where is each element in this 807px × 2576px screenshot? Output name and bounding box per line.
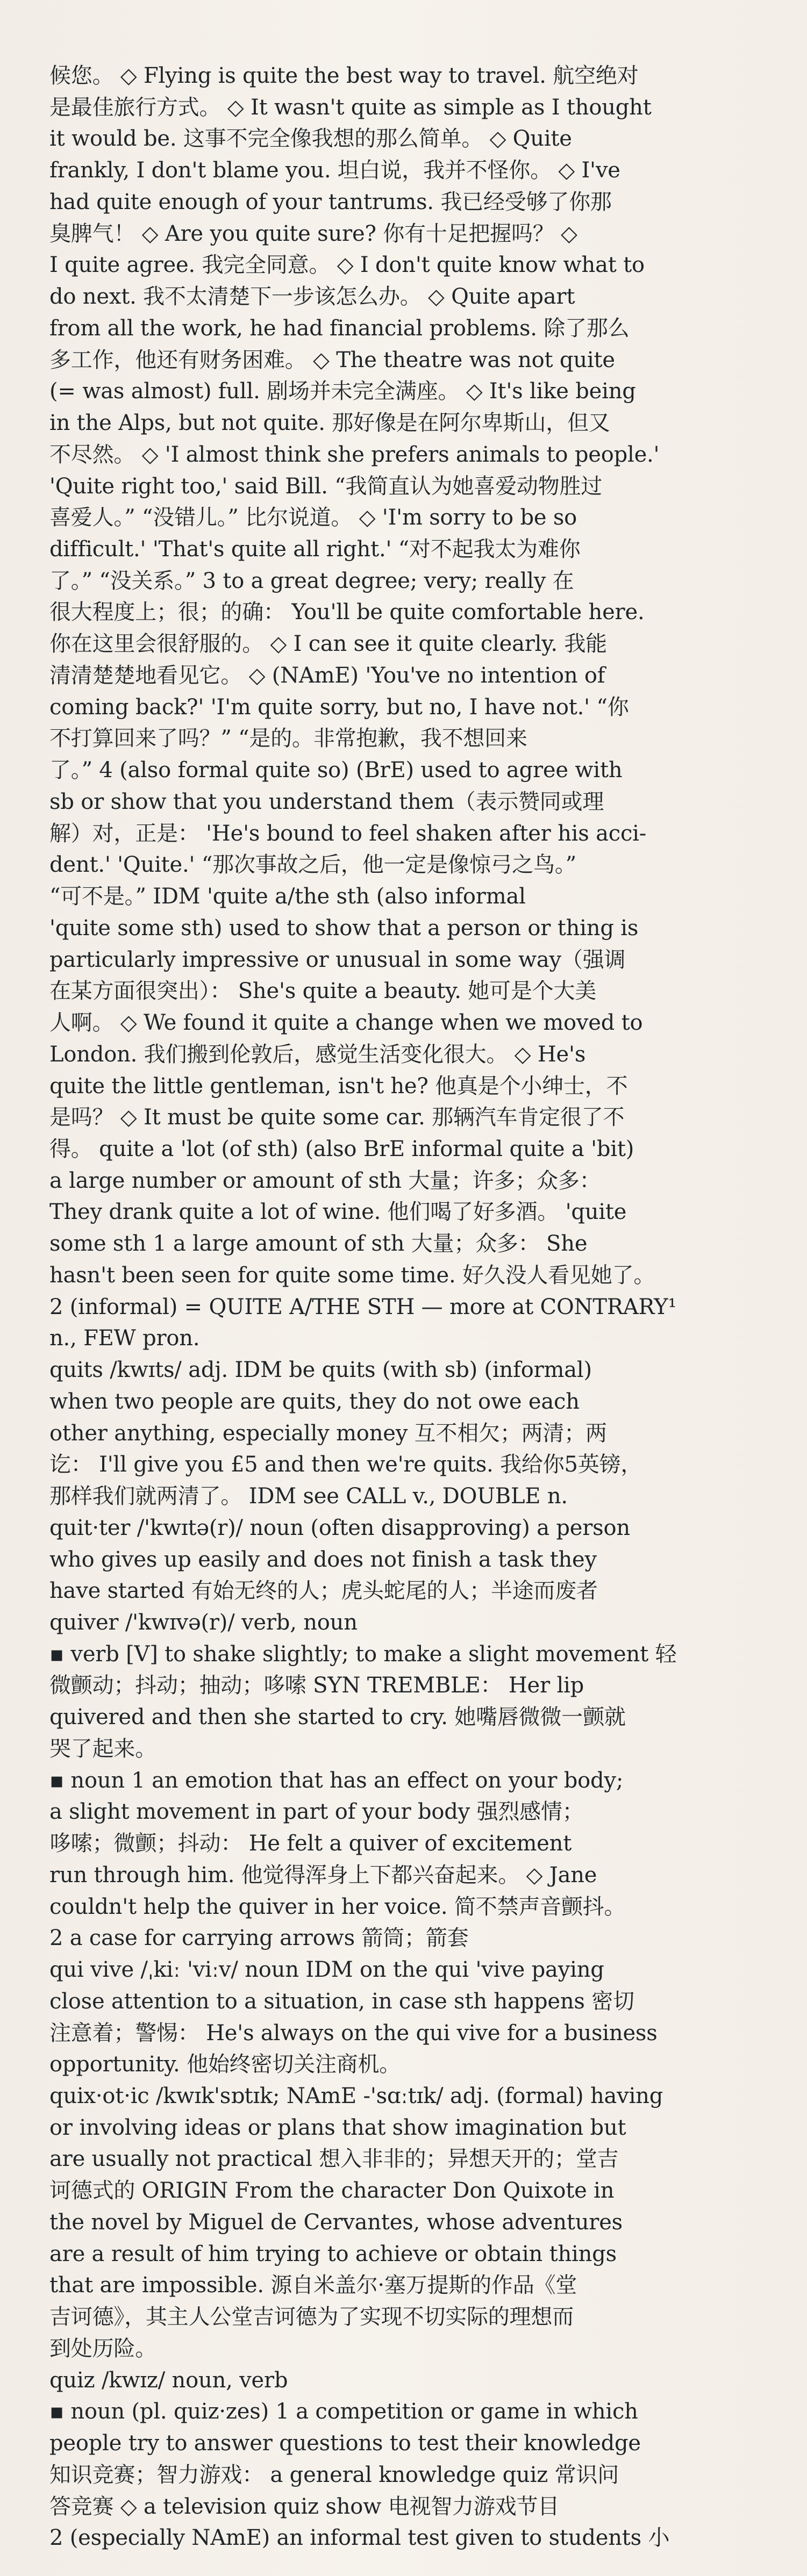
dictionary-line-text: difficult.' 'That's quite all right.' “对不起我太为难你 xyxy=(49,537,581,562)
dictionary-line-text: people try to answer questions to test their knowledge xyxy=(49,2431,641,2456)
dictionary-line-text: run through him. 他觉得浑身上下都兴奋起来。 ◇ Jane xyxy=(49,1862,597,1888)
dictionary-line xyxy=(49,439,773,471)
dictionary-line-text: quits /kwɪts/ adj. IDM be quits (with sb) (informal) xyxy=(49,1358,592,1383)
dictionary-line xyxy=(49,660,773,692)
dictionary-line-text: 是最佳旅行方式。 ◇ It wasn't quite as simple as I thought xyxy=(49,95,652,120)
dictionary-line xyxy=(49,407,773,439)
dictionary-line xyxy=(49,60,773,92)
dictionary-line-text: 到处历险。 xyxy=(49,2336,156,2361)
dictionary-line xyxy=(49,1575,773,1607)
dictionary-line xyxy=(49,218,773,250)
dictionary-line-text: 多工作，他还有财务困难。 ◇ The theatre was not quite xyxy=(49,347,615,372)
dictionary-line xyxy=(49,1860,773,1891)
dictionary-line xyxy=(49,1954,773,1986)
dictionary-line-text: coming back?' 'I'm quite sorry, but no, I have not.' “你 xyxy=(49,694,629,720)
dictionary-line-text: are a result of him trying to achieve or obtain things xyxy=(49,2241,617,2266)
dictionary-line-text: 那样我们就两清了。 IDM see CALL v., DOUBLE n. xyxy=(49,1484,568,1509)
dictionary-line-text: quix·ot·ic /kwɪk'sɒtɪk; NAmE -'sɑːtɪk/ adj. (formal) having xyxy=(49,2084,663,2108)
dictionary-line xyxy=(49,2301,773,2333)
dictionary-line-text: 哭了起来。 xyxy=(49,1736,156,1761)
dictionary-line xyxy=(49,534,773,565)
dictionary-line-text: 答竞赛 ◇ a television quiz show 电视智力游戏节目 xyxy=(49,2494,560,2519)
dictionary-line xyxy=(49,1323,773,1354)
dictionary-line-text: when two people are quits, they do not owe each xyxy=(49,1389,580,1414)
dictionary-line-text: have started 有始无终的人；虎头蛇尾的人；半途而废者 xyxy=(49,1578,598,1604)
dictionary-line xyxy=(49,313,773,345)
dictionary-line xyxy=(49,2143,773,2175)
dictionary-line xyxy=(49,1165,773,1197)
dictionary-line xyxy=(49,1449,773,1481)
dictionary-line xyxy=(49,597,773,628)
dictionary-line-text: quivered and then she started to cry. 她嘴唇微微一颤就 xyxy=(49,1705,626,1730)
dictionary-line-text: who gives up easily and does not finish a task they xyxy=(49,1547,597,1572)
dictionary-line-text: 了。” “没关系。” 3 to a great degree; very; really 在 xyxy=(49,568,574,593)
dictionary-line-text: 吉诃德》，其主人公堂吉诃德为了实现不切实际的理想而 xyxy=(49,2305,574,2330)
dictionary-line xyxy=(49,281,773,313)
dictionary-line xyxy=(49,1512,773,1544)
dictionary-line-text: the novel by Miguel de Cervantes, whose adventures xyxy=(49,2209,623,2235)
dictionary-line-text: “可不是。” IDM 'quite a/the sth (also informal xyxy=(49,884,526,909)
dictionary-line xyxy=(49,123,773,155)
dictionary-line xyxy=(49,881,773,913)
dictionary-line-text: ▪ noun 1 an emotion that has an effect on your body; xyxy=(49,1768,624,1793)
dictionary-line-text: They drank quite a lot of wine. 他们喝了好多酒。 'quite xyxy=(49,1200,627,1225)
dictionary-line-text: 知识竞赛；智力游戏： a general knowledge quiz 常识问 xyxy=(49,2462,619,2487)
dictionary-line-text: 候您。 ◇ Flying is quite the best way to travel. 航空绝对 xyxy=(49,63,639,88)
dictionary-line xyxy=(49,2207,773,2238)
dictionary-line xyxy=(49,155,773,186)
dictionary-line-text: had quite enough of your tantrums. 我已经受够了你那 xyxy=(49,189,612,214)
dictionary-line xyxy=(49,1796,773,1828)
dictionary-line-text: London. 我们搬到伦敦后，感觉生活变化很大。 ◇ He's xyxy=(49,1042,586,1067)
dictionary-line-text: 喜爱人。” “没错儿。” 比尔说道。 ◇ 'I'm sorry to be so xyxy=(49,505,577,530)
dictionary-line-text: other anything, especially money 互不相欠；两清；两 xyxy=(49,1420,607,1446)
dictionary-line-text: quiver /'kwɪvə(r)/ verb, noun xyxy=(49,1610,358,1635)
dictionary-line xyxy=(49,1386,773,1418)
dictionary-line xyxy=(49,1702,773,1733)
dictionary-line-text: n., FEW pron. xyxy=(49,1326,200,1351)
dictionary-line-text: quiz /kwɪz/ noun, verb xyxy=(49,2367,288,2393)
dictionary-line xyxy=(49,692,773,723)
dictionary-line xyxy=(49,849,773,881)
dictionary-line xyxy=(49,2018,773,2049)
dictionary-line xyxy=(49,1922,773,1954)
dictionary-line xyxy=(49,345,773,376)
dictionary-line-text: opportunity. 他始终密切关注商机。 xyxy=(49,2052,401,2077)
dictionary-line-text: a slight movement in part of your body 强烈感情； xyxy=(49,1799,584,1825)
dictionary-line-text: 你在这里会很舒服的。 ◇ I can see it quite clearly. 我能 xyxy=(49,632,607,657)
dictionary-line xyxy=(49,975,773,1007)
dictionary-line xyxy=(49,1670,773,1702)
dictionary-line-text: quite the little gentleman, isn't he? 他真是个小绅士，不 xyxy=(49,1073,628,1099)
dictionary-line xyxy=(49,2522,773,2554)
dictionary-line xyxy=(49,2491,773,2523)
dictionary-line xyxy=(49,92,773,124)
dictionary-line xyxy=(49,1133,773,1165)
dictionary-line xyxy=(49,723,773,755)
dictionary-line xyxy=(49,2428,773,2459)
dictionary-line xyxy=(49,1354,773,1386)
dictionary-line xyxy=(49,1260,773,1291)
dictionary-line xyxy=(49,2112,773,2144)
dictionary-line xyxy=(49,2365,773,2396)
dictionary-line-text: dent.' 'Quite.' “那次事故之后，他一定是像惊弓之鸟。” xyxy=(49,852,576,878)
dictionary-line xyxy=(49,1544,773,1576)
dictionary-line-text: 清清楚楚地看见它。 ◇ (NAmE) 'You've no intention of xyxy=(49,663,605,688)
dictionary-line-text: in the Alps, but not quite. 那好像是在阿尔卑斯山，但又 xyxy=(49,411,610,436)
dictionary-line-text: (= was almost) full. 剧场并未完全满座。 ◇ It's like being xyxy=(49,379,636,404)
dictionary-line-text: 在某方面很突出）： She's quite a beauty. 她可是个大美 xyxy=(49,979,597,1004)
dictionary-line-text: 注意着；警惕： He's always on the qui vive for a business xyxy=(49,2020,658,2046)
dictionary-line xyxy=(49,2049,773,2080)
dictionary-line-text: particularly impressive or unusual in some way（强调 xyxy=(49,947,626,972)
dictionary-line xyxy=(49,2238,773,2270)
dictionary-line xyxy=(49,913,773,944)
dictionary-line xyxy=(49,1071,773,1102)
dictionary-line-text: from all the work, he had financial problems. 除了那么 xyxy=(49,315,630,341)
dictionary-line xyxy=(49,1039,773,1071)
dictionary-line xyxy=(49,2459,773,2491)
dictionary-line-text: ▪ noun (pl. quiz·zes) 1 a competition or game in which xyxy=(49,2399,638,2424)
dictionary-line xyxy=(49,2396,773,2428)
dictionary-line-text: 得。 quite a 'lot (of sth) (also BrE informal quite a 'bit) xyxy=(49,1136,634,1161)
dictionary-line-text: ▪ verb [V] to shake slightly; to make a slight movement 轻 xyxy=(49,1641,677,1667)
dictionary-line xyxy=(49,2080,773,2112)
dictionary-line-text: qui vive /ˌkiː 'viːv/ noun IDM on the qui 'vive paying xyxy=(49,1957,604,1983)
dictionary-line xyxy=(49,1828,773,1860)
dictionary-line-text: that are impossible. 源自米盖尔·塞万提斯的作品《堂 xyxy=(49,2273,577,2298)
dictionary-line-text: frankly, I don't blame you. 坦白说，我并不怪你。 ◇ I've xyxy=(49,158,620,183)
dictionary-line xyxy=(49,1291,773,1323)
dictionary-line-text: 'quite some sth) used to show that a person or thing is xyxy=(49,915,639,941)
dictionary-line-text: or involving ideas or plans that show imagination but xyxy=(49,2115,626,2140)
dictionary-line xyxy=(49,1418,773,1450)
dictionary-line xyxy=(49,1607,773,1639)
dictionary-line-text: close attention to a situation, in case sth happens 密切 xyxy=(49,1989,634,2014)
dictionary-line xyxy=(49,1639,773,1670)
dictionary-line-text: sb or show that you understand them（表示赞同或理 xyxy=(49,789,604,814)
dictionary-line xyxy=(49,1196,773,1228)
dictionary-line xyxy=(49,1765,773,1797)
dictionary-line-text: a large number or amount of sth 大量；许多；众多： xyxy=(49,1168,601,1193)
dictionary-line xyxy=(49,2333,773,2365)
dictionary-line-text: couldn't help the quiver in her voice. 简不禁声音颤抖。 xyxy=(49,1894,626,1919)
dictionary-line xyxy=(49,1986,773,2018)
dictionary-line-text: 微颤动；抖动；抽动；哆嗦 SYN TREMBLE： Her lip xyxy=(49,1673,584,1698)
dictionary-line xyxy=(49,186,773,218)
dictionary-line-text: 是吗？ ◇ It must be quite some car. 那辆汽车肯定很了不 xyxy=(49,1105,625,1130)
dictionary-line-text: 2 (especially NAmE) an informal test given to students 小 xyxy=(49,2525,670,2551)
dictionary-line-text: 2 a case for carrying arrows 箭筒；箭套 xyxy=(49,1926,469,1951)
dictionary-line xyxy=(49,786,773,818)
dictionary-line-text: some sth 1 a large amount of sth 大量；众多： She xyxy=(49,1231,588,1257)
dictionary-line xyxy=(49,1228,773,1260)
dictionary-line xyxy=(49,818,773,850)
dictionary-line xyxy=(49,249,773,281)
dictionary-line xyxy=(49,1733,773,1765)
dictionary-line-text: hasn't been seen for quite some time. 好久没人看见她了。 xyxy=(49,1262,655,1288)
dictionary-line xyxy=(49,502,773,534)
dictionary-line xyxy=(49,565,773,597)
dictionary-line-text: 'Quite right too,' said Bill. “我简直认为她喜爱动物胜过 xyxy=(49,473,603,499)
dictionary-line-text: quit·ter /'kwɪtə(r)/ noun (often disapproving) a person xyxy=(49,1515,630,1540)
dictionary-line xyxy=(49,471,773,503)
dictionary-column xyxy=(49,60,773,2554)
dictionary-line xyxy=(49,1102,773,1133)
dictionary-line xyxy=(49,2175,773,2207)
dictionary-line-text: 解）对，正是： 'He's bound to feel shaken after his acci- xyxy=(49,821,647,846)
dictionary-line-text: 臭脾气！ ◇ Are you quite sure? 你有十足把握吗？ ◇ xyxy=(49,221,577,246)
dictionary-line-text: it would be. 这事不完全像我想的那么简单。 ◇ Quite xyxy=(49,126,572,152)
dictionary-line xyxy=(49,1481,773,1512)
dictionary-line-text: 2 (informal) = QUITE A/THE STH — more at CONTRARY¹ xyxy=(49,1294,677,1319)
dictionary-line-text: 人啊。 ◇ We found it quite a change when we moved to xyxy=(49,1010,643,1036)
dictionary-line xyxy=(49,755,773,786)
dictionary-line-text: 讫： I'll give you £5 and then we're quits. 我给你5英镑， xyxy=(49,1452,642,1477)
dictionary-line xyxy=(49,944,773,976)
dictionary-line-text: I quite agree. 我完全同意。 ◇ I don't quite know what to xyxy=(49,253,645,278)
dictionary-line-text: 诃德式的 ORIGIN From the character Don Quixote in xyxy=(49,2178,615,2204)
dictionary-line xyxy=(49,1007,773,1039)
dictionary-line-text: 哆嗦；微颤；抖动： He felt a quiver of excitement xyxy=(49,1831,572,1856)
dictionary-line-text: 不打算回来了吗？” “是的。非常抱歉，我不想回来 xyxy=(49,726,527,751)
dictionary-line xyxy=(49,376,773,407)
dictionary-line xyxy=(49,1891,773,1923)
dictionary-line-text: do next. 我不太清楚下一步该怎么办。 ◇ Quite apart xyxy=(49,284,575,310)
dictionary-line-text: 不尽然。 ◇ 'I almost think she prefers animals to people.' xyxy=(49,442,660,467)
dictionary-line-text: 了。” 4 (also formal quite so) (BrE) used to agree with xyxy=(49,758,623,783)
dictionary-line xyxy=(49,628,773,660)
dictionary-line-text: are usually not practical 想入非非的；异想天开的；堂吉 xyxy=(49,2147,619,2172)
dictionary-line-text: 很大程度上；很；的确： You'll be quite comfortable here. xyxy=(49,600,645,625)
dictionary-line xyxy=(49,2270,773,2301)
